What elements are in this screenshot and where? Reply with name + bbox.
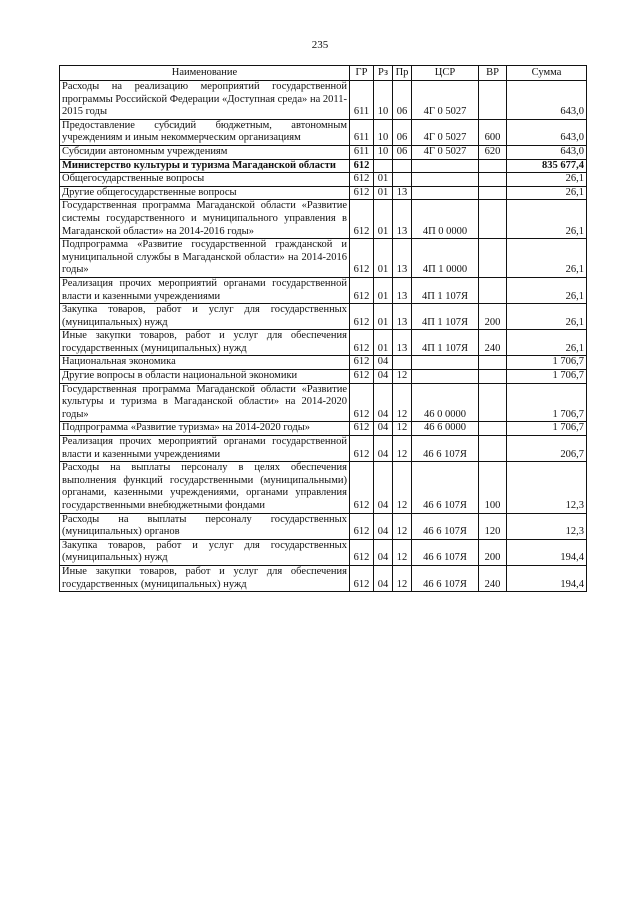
cell-vr: 600: [479, 119, 507, 145]
cell-sum: 1 706,7: [507, 370, 587, 384]
cell-csr: [412, 186, 479, 200]
cell-rz: 10: [374, 145, 393, 159]
header-pr: Пр: [393, 66, 412, 81]
cell-vr: [479, 173, 507, 187]
cell-pr: 12: [393, 383, 412, 422]
cell-vr: [479, 370, 507, 384]
cell-gr: 612: [350, 513, 374, 539]
cell-name: Закупка товаров, работ и услуг для государственных (муниципальных) нужд: [60, 539, 350, 565]
cell-sum: 1 706,7: [507, 356, 587, 370]
header-name: Наименование: [60, 66, 350, 81]
cell-csr: [412, 370, 479, 384]
cell-gr: 612: [350, 239, 374, 278]
cell-vr: [479, 436, 507, 462]
cell-rz: 04: [374, 370, 393, 384]
cell-pr: 13: [393, 277, 412, 303]
table-row: [60, 462, 587, 513]
cell-vr: [479, 159, 507, 173]
cell-name: Государственная программа Магаданской области «Развитие культуры и туризма в Магаданской области» на 2014-2020 годы»: [60, 383, 350, 422]
cell-sum: 26,1: [507, 239, 587, 278]
cell-rz: 04: [374, 436, 393, 462]
header-rz: Рз: [374, 66, 393, 81]
cell-name: Другие общегосударственные вопросы: [60, 186, 350, 200]
cell-rz: 01: [374, 330, 393, 356]
cell-gr: 612: [350, 383, 374, 422]
page-number: 235: [311, 39, 329, 51]
cell-pr: 12: [393, 436, 412, 462]
cell-vr: [479, 422, 507, 436]
cell-gr: 612: [350, 436, 374, 462]
cell-rz: 01: [374, 200, 393, 239]
cell-sum: 1 706,7: [507, 422, 587, 436]
cell-gr: 611: [350, 81, 374, 120]
table-row: [60, 277, 587, 303]
cell-csr: 46 6 107Я: [412, 462, 479, 513]
cell-name: Национальная экономика: [60, 356, 350, 370]
cell-pr: 12: [393, 462, 412, 513]
cell-sum: 835 677,4: [507, 159, 587, 173]
cell-csr: [412, 159, 479, 173]
cell-vr: [479, 81, 507, 120]
cell-name: Расходы на выплаты персоналу государственных (муниципальных) органов: [60, 513, 350, 539]
cell-name: Министерство культуры и туризма Магаданской области: [60, 159, 350, 173]
cell-pr: 13: [393, 186, 412, 200]
cell-csr: 46 6 107Я: [412, 513, 479, 539]
cell-vr: 240: [479, 565, 507, 591]
cell-rz: 04: [374, 422, 393, 436]
cell-gr: 612: [350, 565, 374, 591]
cell-sum: 206,7: [507, 436, 587, 462]
cell-gr: 611: [350, 145, 374, 159]
cell-rz: 04: [374, 565, 393, 591]
cell-rz: 01: [374, 277, 393, 303]
cell-sum: 26,1: [507, 330, 587, 356]
cell-name: Другие вопросы в области национальной экономики: [60, 370, 350, 384]
cell-sum: 643,0: [507, 119, 587, 145]
cell-csr: 4П 1 0000: [412, 239, 479, 278]
table-row: [60, 173, 587, 187]
table-row: [60, 356, 587, 370]
cell-pr: 12: [393, 370, 412, 384]
cell-rz: 04: [374, 383, 393, 422]
cell-name: Расходы на реализацию мероприятий государственной программы Российской Федерации «Доступная среда» на 2011-2015 годы: [60, 81, 350, 120]
cell-vr: [479, 239, 507, 278]
cell-csr: 4П 1 107Я: [412, 304, 479, 330]
cell-csr: 4Г 0 5027: [412, 119, 479, 145]
header-csr: ЦСР: [412, 66, 479, 81]
table-row: [60, 513, 587, 539]
table-row: [60, 239, 587, 278]
table-row: [60, 304, 587, 330]
cell-vr: [479, 186, 507, 200]
cell-csr: 4П 0 0000: [412, 200, 479, 239]
table-row: [60, 186, 587, 200]
cell-pr: 12: [393, 513, 412, 539]
cell-rz: 01: [374, 239, 393, 278]
table-row: [60, 159, 587, 173]
cell-pr: 12: [393, 565, 412, 591]
cell-vr: 120: [479, 513, 507, 539]
table-body: [60, 81, 587, 592]
cell-gr: 612: [350, 462, 374, 513]
table-row: [60, 565, 587, 591]
cell-gr: 612: [350, 422, 374, 436]
cell-sum: 643,0: [507, 145, 587, 159]
cell-sum: 194,4: [507, 565, 587, 591]
cell-sum: 1 706,7: [507, 383, 587, 422]
cell-name: Подпрограмма «Развитие государственной гражданской и муниципальной службы в Магаданской области» на 2014-2016 годы»: [60, 239, 350, 278]
cell-rz: 01: [374, 186, 393, 200]
cell-csr: 46 6 107Я: [412, 565, 479, 591]
budget-table: [59, 65, 587, 592]
table-row: [60, 383, 587, 422]
cell-name: Общегосударственные вопросы: [60, 173, 350, 187]
table-row: [60, 436, 587, 462]
cell-name: Расходы на выплаты персоналу в целях обеспечения выполнения функций государственными (муниципальными) органами, казенными учреждениями, органами управления государственными внебюджетными фондами: [60, 462, 350, 513]
table-row: [60, 200, 587, 239]
cell-vr: 620: [479, 145, 507, 159]
cell-csr: 46 6 107Я: [412, 539, 479, 565]
cell-rz: [374, 159, 393, 173]
cell-csr: 4П 1 107Я: [412, 277, 479, 303]
cell-gr: 611: [350, 119, 374, 145]
cell-sum: 12,3: [507, 513, 587, 539]
cell-pr: 06: [393, 145, 412, 159]
cell-rz: 10: [374, 119, 393, 145]
cell-pr: [393, 356, 412, 370]
table-row: [60, 81, 587, 120]
cell-vr: [479, 356, 507, 370]
cell-name: Субсидии автономным учреждениям: [60, 145, 350, 159]
cell-name: Предоставление субсидий бюджетным, автономным учреждениям и иным некоммерческим организациям: [60, 119, 350, 145]
cell-vr: [479, 277, 507, 303]
cell-rz: 04: [374, 539, 393, 565]
cell-name: Иные закупки товаров, работ и услуг для обеспечения государственных (муниципальных) нужд: [60, 330, 350, 356]
cell-name: Подпрограмма «Развитие туризма» на 2014-2020 годы»: [60, 422, 350, 436]
cell-sum: 643,0: [507, 81, 587, 120]
cell-pr: 12: [393, 539, 412, 565]
cell-vr: 100: [479, 462, 507, 513]
table-row: [60, 330, 587, 356]
cell-vr: 200: [479, 539, 507, 565]
cell-rz: 04: [374, 356, 393, 370]
cell-gr: 612: [350, 539, 374, 565]
cell-rz: 10: [374, 81, 393, 120]
cell-pr: 13: [393, 200, 412, 239]
table-row: [60, 422, 587, 436]
table-row: [60, 370, 587, 384]
cell-pr: 06: [393, 81, 412, 120]
table-row: [60, 119, 587, 145]
cell-name: Реализация прочих мероприятий органами государственной власти и казенными учреждениями: [60, 436, 350, 462]
header-sum: Сумма: [507, 66, 587, 81]
cell-pr: [393, 159, 412, 173]
cell-csr: 4П 1 107Я: [412, 330, 479, 356]
cell-gr: 612: [350, 370, 374, 384]
cell-rz: 04: [374, 462, 393, 513]
cell-pr: 13: [393, 239, 412, 278]
cell-vr: 200: [479, 304, 507, 330]
cell-sum: 26,1: [507, 277, 587, 303]
cell-sum: 26,1: [507, 173, 587, 187]
cell-gr: 612: [350, 173, 374, 187]
cell-name: Реализация прочих мероприятий органами государственной власти и казенными учреждениями: [60, 277, 350, 303]
cell-gr: 612: [350, 277, 374, 303]
cell-pr: 13: [393, 304, 412, 330]
table-row: [60, 539, 587, 565]
cell-vr: 240: [479, 330, 507, 356]
cell-rz: 04: [374, 513, 393, 539]
cell-gr: 612: [350, 356, 374, 370]
cell-csr: 4Г 0 5027: [412, 145, 479, 159]
table-row: [60, 145, 587, 159]
cell-gr: 612: [350, 330, 374, 356]
header-vr: ВР: [479, 66, 507, 81]
cell-gr: 612: [350, 186, 374, 200]
cell-gr: 612: [350, 200, 374, 239]
cell-rz: 01: [374, 304, 393, 330]
cell-name: Закупка товаров, работ и услуг для государственных (муниципальных) нужд: [60, 304, 350, 330]
cell-sum: 12,3: [507, 462, 587, 513]
cell-sum: 26,1: [507, 186, 587, 200]
cell-csr: 46 6 0000: [412, 422, 479, 436]
cell-sum: 26,1: [507, 200, 587, 239]
cell-csr: 46 0 0000: [412, 383, 479, 422]
cell-csr: 4Г 0 5027: [412, 81, 479, 120]
cell-vr: [479, 200, 507, 239]
cell-vr: [479, 383, 507, 422]
cell-gr: 612: [350, 304, 374, 330]
cell-name: Иные закупки товаров, работ и услуг для обеспечения государственных (муниципальных) нужд: [60, 565, 350, 591]
cell-gr: 612: [350, 159, 374, 173]
table-header-row: [60, 66, 587, 81]
header-gr: ГР: [350, 66, 374, 81]
cell-pr: 13: [393, 330, 412, 356]
cell-pr: [393, 173, 412, 187]
cell-csr: [412, 173, 479, 187]
cell-pr: 06: [393, 119, 412, 145]
cell-csr: 46 6 107Я: [412, 436, 479, 462]
cell-csr: [412, 356, 479, 370]
cell-pr: 12: [393, 422, 412, 436]
cell-sum: 194,4: [507, 539, 587, 565]
cell-name: Государственная программа Магаданской области «Развитие системы государственного и муниципального управления в Магаданской области» на 2014-2016 годы»: [60, 200, 350, 239]
cell-sum: 26,1: [507, 304, 587, 330]
cell-rz: 01: [374, 173, 393, 187]
